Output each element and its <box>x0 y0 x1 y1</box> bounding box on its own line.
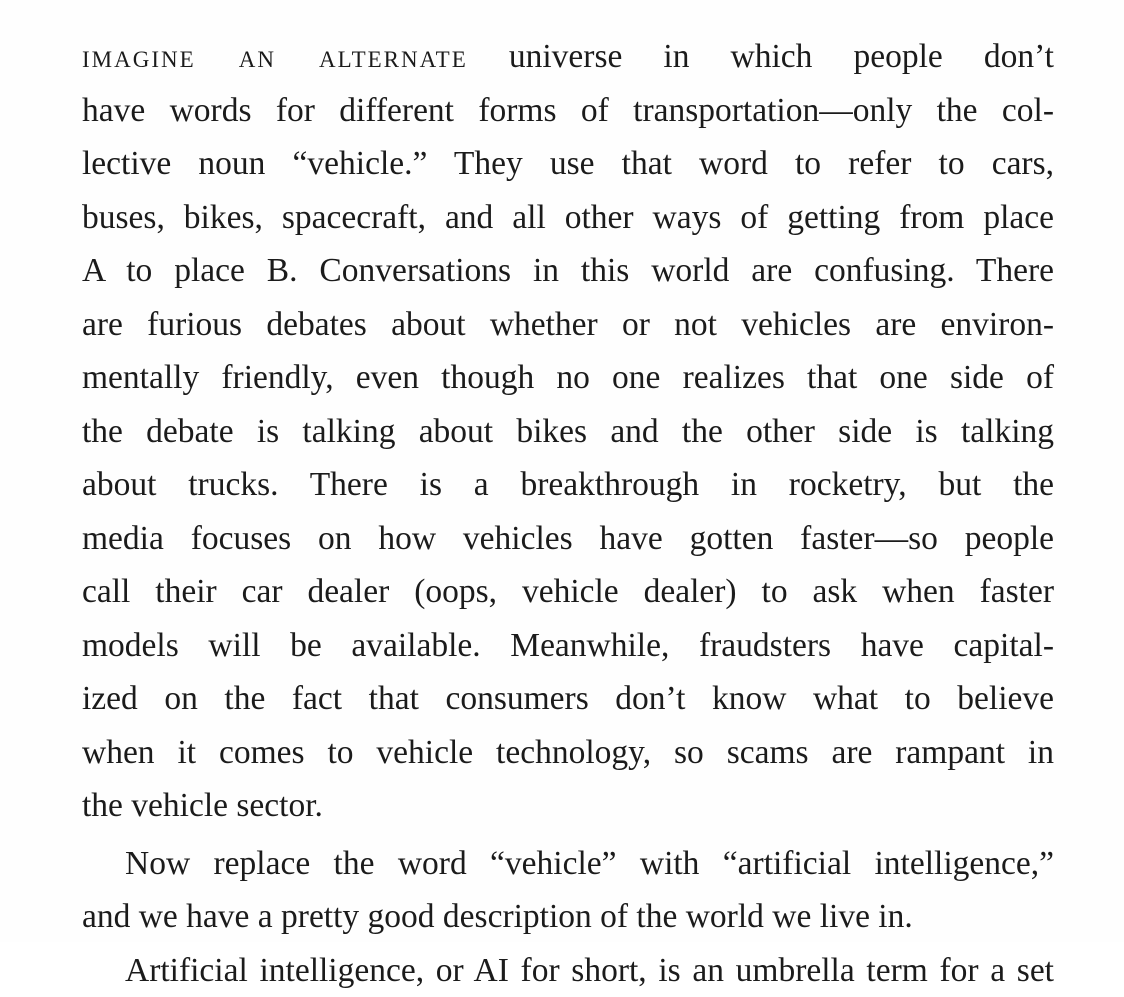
text-line: models will be available. Meanwhile, fraudsters have capital- <box>82 626 1054 664</box>
text-line: and we have a pretty good description of the world we live in. <box>82 898 913 935</box>
paragraph-2 <box>82 837 1054 989</box>
text-line <box>82 30 1054 84</box>
text-line: are furious debates about whether or not vehicles are environ- <box>82 305 1054 343</box>
text-line: ized on the fact that consumers don’t know what to believe <box>82 680 1054 717</box>
text-line: mentally friendly, even though no one realizes that one side of <box>82 359 1054 396</box>
text-line: when it comes to vehicle technology, so scams are rampant in <box>82 733 1054 771</box>
text-line: the debate is talking about bikes and the other side is talking <box>82 412 1054 450</box>
text-line: lective noun “vehicle.” They use that word to refer to cars, <box>82 145 1054 182</box>
text-line: A to place B. Conversations in this world are confusing. There <box>82 252 1054 289</box>
text-line: call their car dealer (oops, vehicle dealer) to ask when faster <box>82 573 1054 610</box>
text-line: media focuses on how vehicles have gotten faster—so people <box>82 519 1054 557</box>
text-line: Now replace the word “vehicle” with “artificial intelligence,” <box>125 844 1054 882</box>
text-line-partial: Artificial intelligence, or AI for short, is an umbrella term for a set <box>125 951 1054 989</box>
text-line: about trucks. There is a breakthrough in rocketry, but the <box>82 466 1054 503</box>
text-line: have words for different forms of transportation—only the col- <box>82 91 1054 129</box>
lead-in-smallcaps: imagine an alternate <box>82 38 468 75</box>
text-line: buses, bikes, spacecraft, and all other ways of getting from place <box>82 198 1054 236</box>
text-line: the vehicle sector. <box>82 787 323 824</box>
line-text: universe in which people don’t <box>467 38 1054 75</box>
body-text <box>82 30 1054 989</box>
